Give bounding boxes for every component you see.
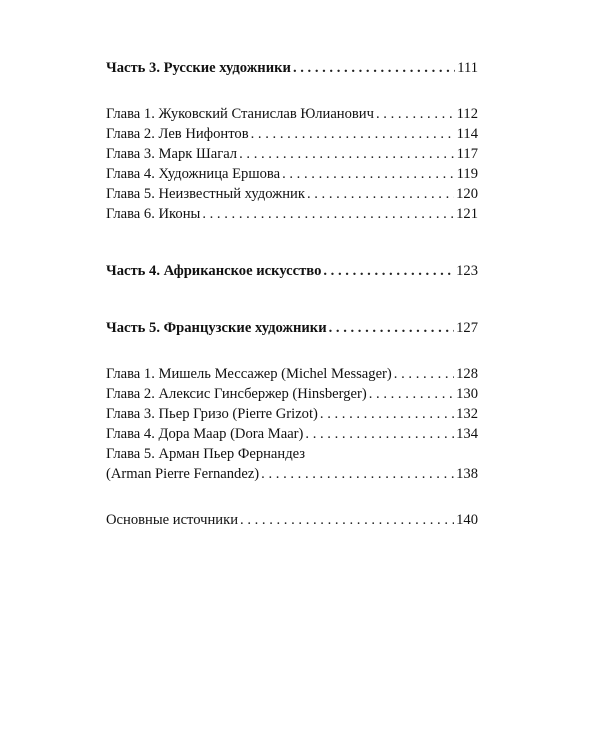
toc-chapter-title: Глава 6. Иконы <box>106 206 201 222</box>
toc-chapter-title: Глава 2. Лев Нифонтов <box>106 126 249 142</box>
toc-chapter-title: Глава 4. Художница Ершова <box>106 166 281 182</box>
toc-chapter-title: Глава 3. Марк Шагал <box>106 146 238 162</box>
toc-chapter <box>106 364 478 384</box>
toc-page-number: 111 <box>457 60 478 76</box>
dot-leader <box>293 58 455 78</box>
toc-chapter <box>106 104 478 124</box>
toc-chapter-title: Глава 2. Алексис Гинсбержер (Hinsberger) <box>106 386 367 402</box>
toc-sources <box>106 510 478 530</box>
dot-leader <box>329 318 455 338</box>
toc-page-number: 114 <box>456 126 478 142</box>
toc-chapter <box>106 424 478 444</box>
toc-page-number: 130 <box>456 386 478 402</box>
toc-chapter <box>106 404 478 424</box>
toc-page-number: 123 <box>456 263 478 279</box>
toc-part-3 <box>106 58 478 78</box>
toc-chapter-title-line2: (Arman Pierre Fernandez) <box>106 466 260 482</box>
dot-leader <box>239 144 455 164</box>
toc-chapter-title: Глава 4. Дора Маар (Dora Maar) <box>106 426 304 442</box>
toc-chapter-title: Глава 5. Неизвестный художник <box>106 186 305 202</box>
dot-leader <box>307 184 454 204</box>
toc-page-number: 112 <box>456 106 478 122</box>
toc-part-title: Часть 3. Русские художники <box>106 60 291 76</box>
toc-page-number: 121 <box>456 206 478 222</box>
toc-chapter <box>106 164 478 184</box>
toc-page-number: 140 <box>456 512 478 528</box>
dot-leader <box>282 164 455 184</box>
toc-chapter <box>106 384 478 404</box>
toc-page-number: 138 <box>456 466 478 482</box>
table-of-contents <box>106 58 478 530</box>
dot-leader <box>323 261 454 281</box>
dot-leader <box>394 364 454 384</box>
dot-leader <box>369 384 454 404</box>
toc-part-4 <box>106 261 478 281</box>
toc-chapter <box>106 144 478 164</box>
toc-page-number: 119 <box>456 166 478 182</box>
toc-part-5 <box>106 318 478 338</box>
toc-part-title: Часть 5. Французские художники <box>106 320 327 336</box>
toc-page-number: 128 <box>456 366 478 382</box>
toc-sources-title: Основные источники <box>106 512 239 528</box>
toc-chapter <box>106 204 478 224</box>
dot-leader <box>251 124 455 144</box>
dot-leader <box>261 464 454 484</box>
toc-chapter <box>106 124 478 144</box>
toc-chapter-title: Глава 3. Пьер Гризо (Pierre Grizot) <box>106 406 318 422</box>
dot-leader <box>305 424 454 444</box>
toc-part-title: Часть 4. Африканское искусство <box>106 263 322 279</box>
toc-chapter-title: Глава 1. Мишель Мессажер (Michel Messager) <box>106 366 392 382</box>
dot-leader <box>240 510 454 530</box>
toc-page-number: 134 <box>456 426 478 442</box>
toc-page-number: 117 <box>456 146 478 162</box>
dot-leader <box>320 404 454 424</box>
dot-leader <box>202 204 454 224</box>
dot-leader <box>376 104 455 124</box>
toc-page-number: 120 <box>456 186 478 202</box>
toc-page-number: 127 <box>456 320 478 336</box>
toc-chapter <box>106 184 478 204</box>
toc-chapter-title-line1: Глава 5. Арман Пьер Фернандез <box>106 446 306 462</box>
toc-chapter <box>106 464 478 484</box>
toc-page-number: 132 <box>456 406 478 422</box>
toc-chapter-title: Глава 1. Жуковский Станислав Юлианович <box>106 106 374 122</box>
